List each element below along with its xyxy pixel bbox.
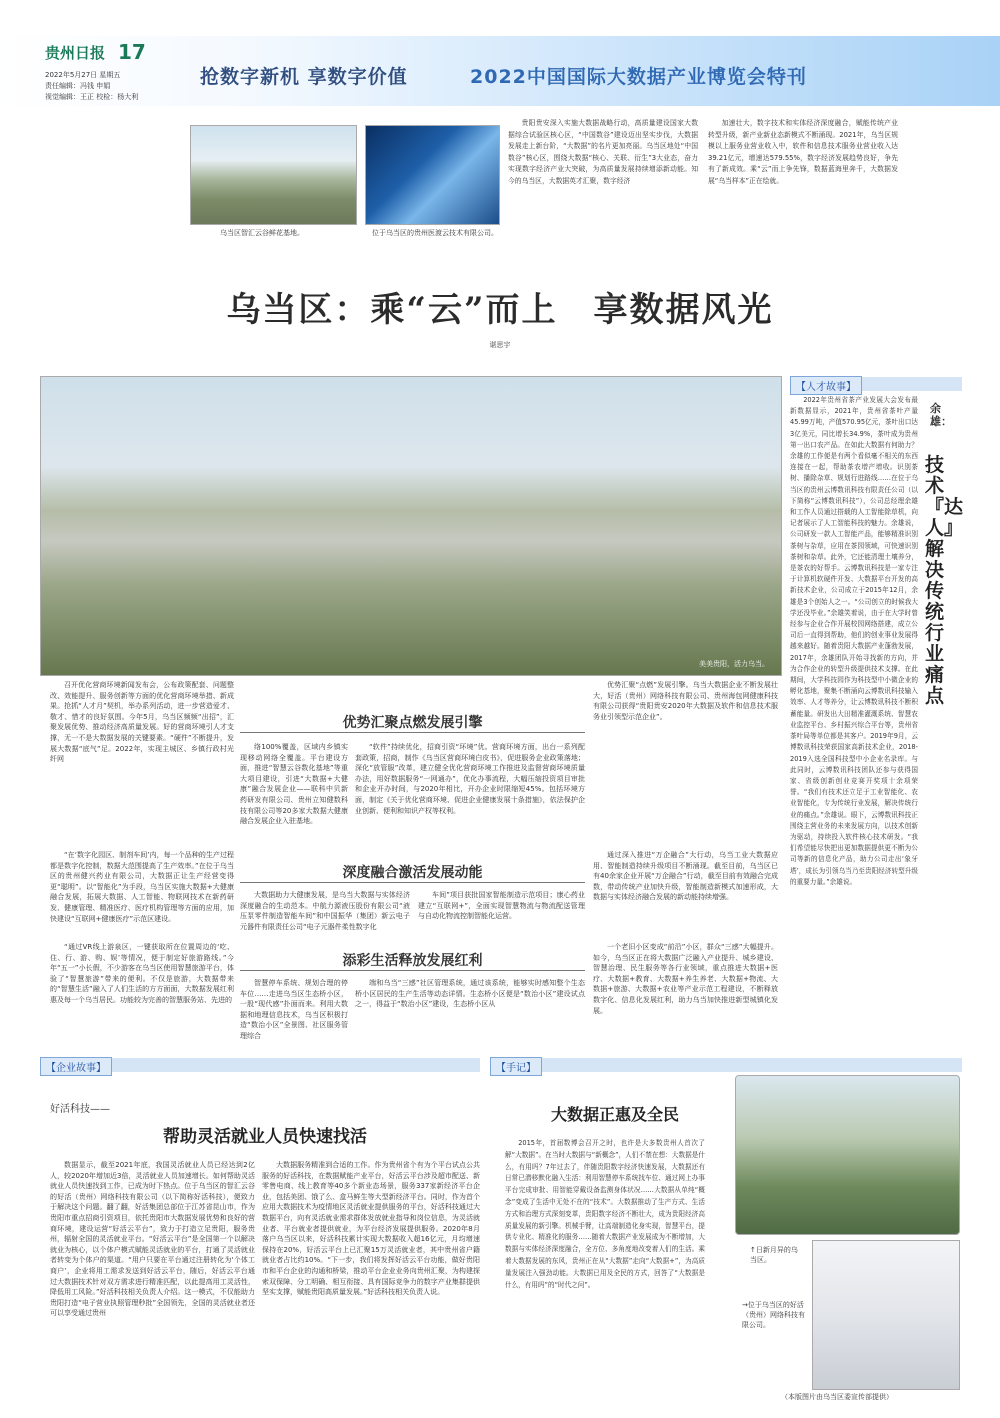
photo-flower-base: [190, 125, 357, 225]
page-number: 17: [118, 40, 146, 64]
caption-wudang-bridge: ↑日新月异的乌当区。: [750, 1246, 798, 1264]
people-story-tag: 【人才故事】: [790, 376, 862, 395]
section1-rule: [240, 732, 585, 733]
enterprise-tag: 【企业故事】: [40, 1057, 112, 1076]
notes-title: 大数据正惠及全民: [550, 1105, 679, 1124]
issue-date: 2022年5月27日 星期五: [45, 71, 121, 79]
section3-column-1: “通过VR线上游泉区，一键获取所在位置周边的‘吃、住、行、游、购、娱’等情况，便于制定好旅游路线。”今年“五一”小长假，不少游客在乌当区使用智慧旅游平台，体验了“智慧旅游”带来的便利。不仅是旅游，大数据带来的“智慧生活”融入了人们生活的方方面面，大数据发展红利惠及每一个乌当居民。功能较为完善的智慧服务站、先进的: [50, 943, 234, 1004]
section1-column-3: “软件”持续优化，招商引资“环境”优。营商环境方面，出台一系列配套政策，招商，制作《乌当区营商环境白皮书》，促进服务企业政策落地；深化“放管服”改革，建立健全优化营商环境工作推进及监督营商环境质量办法，用好数据服务“一网通办”，优化办事流程，大幅压缩投资项目审批和企业开办时间，与2020年相比，开办企业时限缩短45%。包括环境方面，制定《关于优化营商环境、促进企业健康发展十条措施》，依法保护企业创新、便利和知识产权等权利。: [355, 743, 585, 815]
section2-rule: [240, 882, 585, 883]
section1-column-4: 优势汇聚“点燃”发展引擎。乌当大数据企业不断发展壮大，好活（贵州）网络科技有限公司、贵州海包网健康科技有限公司获得“贵阳贵安2020年大数据及软件和信息技术服务业引领型示范企业”。: [593, 681, 778, 721]
editor-line-1: 责任编辑：冯钱 申娟: [45, 82, 111, 90]
caption-city-panorama: 美美贵阳，活力乌当。: [699, 660, 769, 668]
section2-column-4: 通过深入推进“万企融合”大行动，乌当工业大数据应用、智能制造持续升级项目不断涌现。截至目前，乌当区已有40余家企业开展“万企融合”行动，截至目前有效融合完成数，带动传统产业加快升级，智能制造新模式加速形成，大数据与实体经济融合发展的新动能持续增强。: [593, 851, 778, 902]
notes-tag-bar: [490, 1058, 962, 1072]
enterprise-column-2: 大数据服务精准到合适的工作。作为贵州省个有为个平台试点公共服务的好活科技，在数据赋能产业平台，好活云平台涉及超市配送、新零售电商、线上教育等40多个新业态场景，服务337家新经济平台企业，包括美团、饿了么、盒马鲜生等大型新经济平台。同时，作为首个应用大数据技术为疫情地区灵活就业提供服务的平台，好活科技通过大数据平台，向有灵活就业需求群体发放就业指导和岗位信息，为灵活就业者、平台就业者提供就业，为平台经济发展提供服务。2020年8月落户乌当区以来，好活科技累计实现大数据收入超16亿元，月均增速保持在20%，好活云平台上已汇聚15万灵活就业者，其中贵州省户籍就业者占比约10%。“下一步，我们将发挥好活云平台功能，做好贵阳市和平台企业的沟通和桥梁，推动平台企业业务向贵州汇聚，为构建探索双保障、分工明确、相互衔接、具有国际竞争力的数字产业集群提供坚实支撑，赋能贵阳高质量发展。”好活科技相关负责人说。: [262, 1161, 480, 1297]
newspaper-logo: 贵州日报: [45, 44, 106, 62]
masthead-special-title: 2022中国国际大数据产业博览会特刊: [470, 66, 807, 88]
photo-wudang-bridge: [735, 1075, 960, 1235]
people-story-name: 余雄：: [930, 402, 952, 428]
enterprise-column-1: 数据显示，截至2021年底，我国灵活就业人员已经达到2亿人，较2020年增加近3倍，灵活就业人员加速增长。如何帮助灵活就业人员快速找到工作，已成为时下热点。位于乌当区的智汇云谷的好活（贵州）网络科技有限公司（以下简称好活科技），便致力于解决这个问题。翻了翻，好活集团总部位于江苏省昆山市，作为贵阳市重点招商引资项目，依托贵阳市大数据发展优势和良好的营商环境，建设运营“好活云平台”，致力于打造立足贵阳，服务贵州，辐射全国的灵活就业平台。“好活云平台”是全国第一个以解决就业为核心，以个体户模式赋能灵活就业的平台，打通了灵活就业者转变为个体户的渠道。“用户只要在平台通过注册转化为‘个体工商户’，企业将用工需求发送到好活云平台，随后，好活云平台通过大数据技术针对双方需求进行精准匹配，以此提高用工灵活性，降低用工风险。”好活科技相关负责人介绍。这一模式，不仅能助力贵阳打造“电子营业执照管理秒批”全国领先，全国的灵活就业者还可以享受通过贵州: [50, 1161, 255, 1318]
masthead-slogan: 抢数字新机 享数字价值: [200, 66, 408, 88]
notes-text: 2015年，首届数博会召开之时，也许是大多数贵州人首次了解“大数据”。在当时大数据与“新概念”，人们不禁在想：大数据是什么，有用吗？7年过去了，伴随贵阳数字经济快速发展，大数据还有日常已潜移默化融入生活：利用智慧停车系统找车位、通过网上办事平台完成审批、用智能穿戴设备监测身体状况……大数据从单纯“概念”变成了生活中无处不在的“技术”。大数据推动了生产方式、生活方式和治理方式深刻变革，贵阳数字经济不断壮大，成为贵阳经济高质量发展的新引擎。机械手臂，让高端制造化身实现，智慧平台，提供专业化、精准化的服务……随着大数据产业发展成为不断增加，大数据与实体经济深度融合，全方位、多角度地改变着人们的生活。乘着大数据发展的东风，贵州正在从“大数据”走向“大数据+”，为高质量发展注入强劲动能。大数据已用及全民的方式，回答了“大数据是什么，有用吗”的“时代之问”。: [505, 1139, 705, 1289]
enterprise-title: 帮助灵活就业人员快速找活: [163, 1127, 367, 1147]
section1-column-2: 络100%覆盖，区域内乡镇实现移动网络全覆盖。平台建设方面，推进“智慧云谷数化基地”等重大项目建设，引进“大数据+大健康”融合发展企业——联科中贝新药研发有限公司、贵州立知健数科技有限公司等20多家大数据大健康融合发展企业入驻基地。: [240, 743, 348, 826]
masthead-meta: [45, 70, 138, 103]
intro-column-2: 加速壮大，数字技术和实体经济深度融合，赋能传统产业转型升级，新产业新业态新模式不断涌现。2021年，乌当区规模以上服务业营业收入中，软件和信息技术服务业营业收入达39.21亿元，增速达579.55%，数字经济发展趋势良好，争先有了新成效。乘“云”而上争先锋，数据蓝海里奔千，大数据发展“乌当样本”正在绘就。: [708, 119, 898, 185]
caption-flower-base: 乌当区智汇云谷鲜花基地。: [220, 229, 304, 237]
section3-rule: [240, 970, 585, 971]
photo-haohuo-office: [812, 1240, 960, 1390]
caption-haohuo-office: →位于乌当区的好活（贵州）网络科技有限公司。: [742, 1301, 805, 1329]
page-headline: 乌当区：乘“云”而上 享数据风光: [226, 290, 774, 330]
photo-city-panorama: [40, 376, 782, 676]
section1-title: 优势汇聚点燃发展引擎: [342, 715, 483, 731]
section2-column-1: “在‘数字化园区、制剂车间’内，每一个品种的生产过程都是数字化控制，数据大范围提高了生产效率。”在位于乌当区的贵州健兴药业有限公司，大数据正让生产经营变得更“聪明”。以“智能化”为手段，乌当区实施大数据+大健康融合发展，拓展大数据、人工智能、物联网技术在新药研发、健康管理、精准医疗、医疗机构管理等方面的应用，加快建设“互联网+健康医疗”示范区建设。: [50, 851, 234, 923]
section2-column-3: 车间”项目获批国家智能制造示范项目；康心药业建立“互联网+”，全面实现智慧物流与物流配送管理与自动化物流控制智能化运营。: [418, 891, 585, 921]
enterprise-kicker: 好活科技——: [50, 1104, 110, 1115]
photo-credit: （本版图片由乌当区委宣传部提供）: [781, 1393, 893, 1401]
photo-tech-company: [365, 125, 500, 225]
section3-column-4: 一个老旧小区变成“前沿”小区，群众“三感”大幅提升。如今，乌当区正在将大数据广泛融入产业提升、城乡建设、智慧治理、民生服务等各行业领域，重点推进大数据+医疗、大数据+教育、大数据+养生养老、大数据+物流、大数据+旅游、大数据+农业等产业示范工程建设，不断释放数字化、信息化发展红利，助力乌当加快推进新型城镇化发展。: [593, 943, 778, 1015]
section3-title: 添彩生活释放发展红利: [342, 953, 483, 969]
intro-column-1: 贵阳贵安深入实施大数据战略行动，高质量建设国家大数据综合试验区核心区，“中国数谷”建设迈出坚实步伐，大数据发展走上新台阶，“大数据”的名片更加亮丽。乌当区地处“中国数谷”核心区，围绕大数据“核心、关联、衍生”3大业态，奋力实现数字经济产业大突破，为高质量发展持续增添新动能。知今的乌当区，大数据英才汇聚，数字经济: [508, 119, 698, 185]
byline: 谌思宇: [489, 341, 511, 349]
caption-tech-company: 位于乌当区的贵州医渡云技术有限公司。: [372, 229, 498, 237]
editor-line-2: 视觉编辑：王正 校检：杨大利: [45, 93, 139, 101]
people-story-title: 技术『达人』解决传统行业痛点: [925, 454, 964, 707]
section2-title: 深度融合激活发展动能: [342, 865, 483, 881]
section3-column-2: 智慧停车系统、规划合理的停车位……走进乌当区生态桥小区，一股“现代感”扑面而来。利用大数据和地理信息技术，乌当区积极打造“数治小区”全景图、社区服务管理综合: [240, 979, 348, 1040]
section2-column-2: 大数据助力大健康发展，是乌当大数据与实体经济深度融合的生动范本。中航力源液压股份有限公司“液压泵零件制造智能车间”和中国振华（集团）新云电子元器件有限责任公司“电子元器件柔性数字化: [240, 891, 410, 931]
people-story-text: 2022年贵州省茶产业发展大会发布最新数据显示，2021年，贵州省茶叶产量45.99万吨，产值570.95亿元，茶叶出口达3亿美元，同比增长34.9%，茶叶成为贵州第一出口农产品。在如此大数据有何助力？余雄的工作便是有两个看似毫不相关的东西连接在一起，帮助茶农增产增收。识别茶树、播除杂草、规划行进路线……在位于乌当区的贵州云博数讯科技有限责任公司（以下简称“云博数讯科技”），公司总经理余雄和工作人员通过搭载的人工智能除草机，向记者展示了人工智能科技的魅力。余雄说，公司研发一款人工智能产品，能够精准识别茶树与杂草，应用在茶园领域，可快速识别茶树和杂草。此外，它还能清理土壤养分，是茶农的好帮手。云博数讯科技是一家专注于计算机软硬件开发、大数据平台开发的高新技术企业，公司成立于2015年12月，余雄是3个创始人之一。“公司创立的时候我大学还没毕业。”余雄笑着说，由于在大学时曾经参与企业合作开展校园网络搭建，成立公司后一直得到帮助，他们的创业事业发展得越来越好。随着贵阳大数据产业蓬勃发展，2017年，余雄团队开始寻找新的方向，并为合作企业的转型升级提供技术支撑。在此期间，大学科技园作为科技型中小微企业的孵化基地，聚集不断涌向云博数讯科技输入效率、人才等养分，让云博数讯科技不断积蓄能量。研发出大田精准灌溉系统、智慧农业监控平台、乡村振兴综合平台等，贵州省茶叶局等单位都是其客户。2019年9月，云博数讯科技荣获国家高新技术企业，2018-2019入选全国科技型中小企业名录库。与此同时，云博数讯科技团队还参与获得国家、省级创新创业竞赛开奖项十余项荣誉。“我们有技术还立足于工业智能化、农业智能化，专为传统行业发展，解决传统行业的痛点。”余雄说。眼下，云博数讯科技正围绕主营业务的未来发展方向，以技术创新为驱动，持续投入软件核心技术研发。“我们希望能尽快把出更加数据提供更不断为公司等新的信息化产品，助力公司走出‘象牙塔’，成长为引领乌当乃至贵阳经济转型升级的重要力量。”余雄说。: [790, 396, 918, 886]
section1-column-1: 召开优化营商环境新闻发布会，公布政策配套、问题整改、效能提升、服务创新等方面的优化营商环境举措、新成果。抢抓“人才月”契机，举办系列活动，进一步营造爱才、敬才、惜才的良好氛围。今年5月，乌当区频频“出招”，汇聚发展优势、推动经济高质量发展。好的营商环境引人才支撑，无一不是大数据发展的关键要素。“硬件”不断提升，发展大数据“底气”足。2022年，实现主城区、乡镇行政村光纤网: [50, 681, 234, 764]
section3-column-3: 端和乌当“三感”社区管理系统，通过该系统，能够实时感知整个生态桥小区居民的生产生活等动态详情。生态桥小区便是“数治小区”建设试点之一，得益于“数治小区”建设，生态桥小区从: [355, 979, 585, 1009]
notes-tag: 【手记】: [490, 1057, 542, 1076]
